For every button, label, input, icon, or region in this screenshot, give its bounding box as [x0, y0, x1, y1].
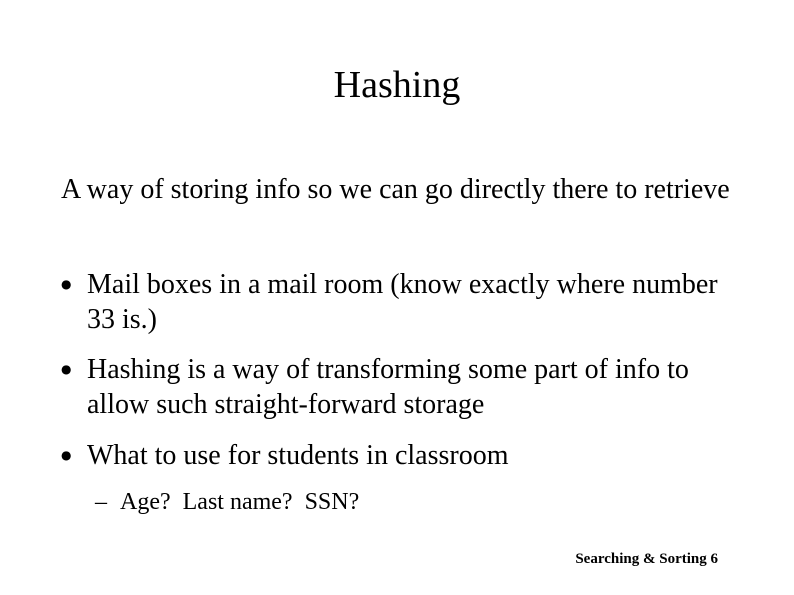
- bullet-marker: ●: [61, 362, 72, 376]
- bullet-text: What to use for students in classroom: [87, 440, 509, 471]
- intro-text: A way of storing info so we can go directly there to retrieve: [61, 174, 730, 205]
- sub-bullet-marker: –: [95, 489, 107, 515]
- bullet-item: [61, 267, 751, 337]
- slide-title: Hashing: [333, 64, 461, 106]
- bullet-text: Hashing is a way of transforming some part of info to allow such straight-forward storage: [87, 354, 689, 420]
- sub-bullet-text: Age? Last name? SSN?: [120, 489, 360, 515]
- sub-bullet-item: [95, 486, 695, 518]
- bullet-marker: ●: [61, 277, 72, 291]
- slide-footer: Searching & Sorting 6: [575, 551, 718, 567]
- bullet-marker: ●: [61, 448, 72, 462]
- bullet-item: [61, 438, 751, 473]
- bullet-text: Mail boxes in a mail room (know exactly where number 33 is.): [87, 269, 718, 335]
- bullet-item: [61, 352, 751, 422]
